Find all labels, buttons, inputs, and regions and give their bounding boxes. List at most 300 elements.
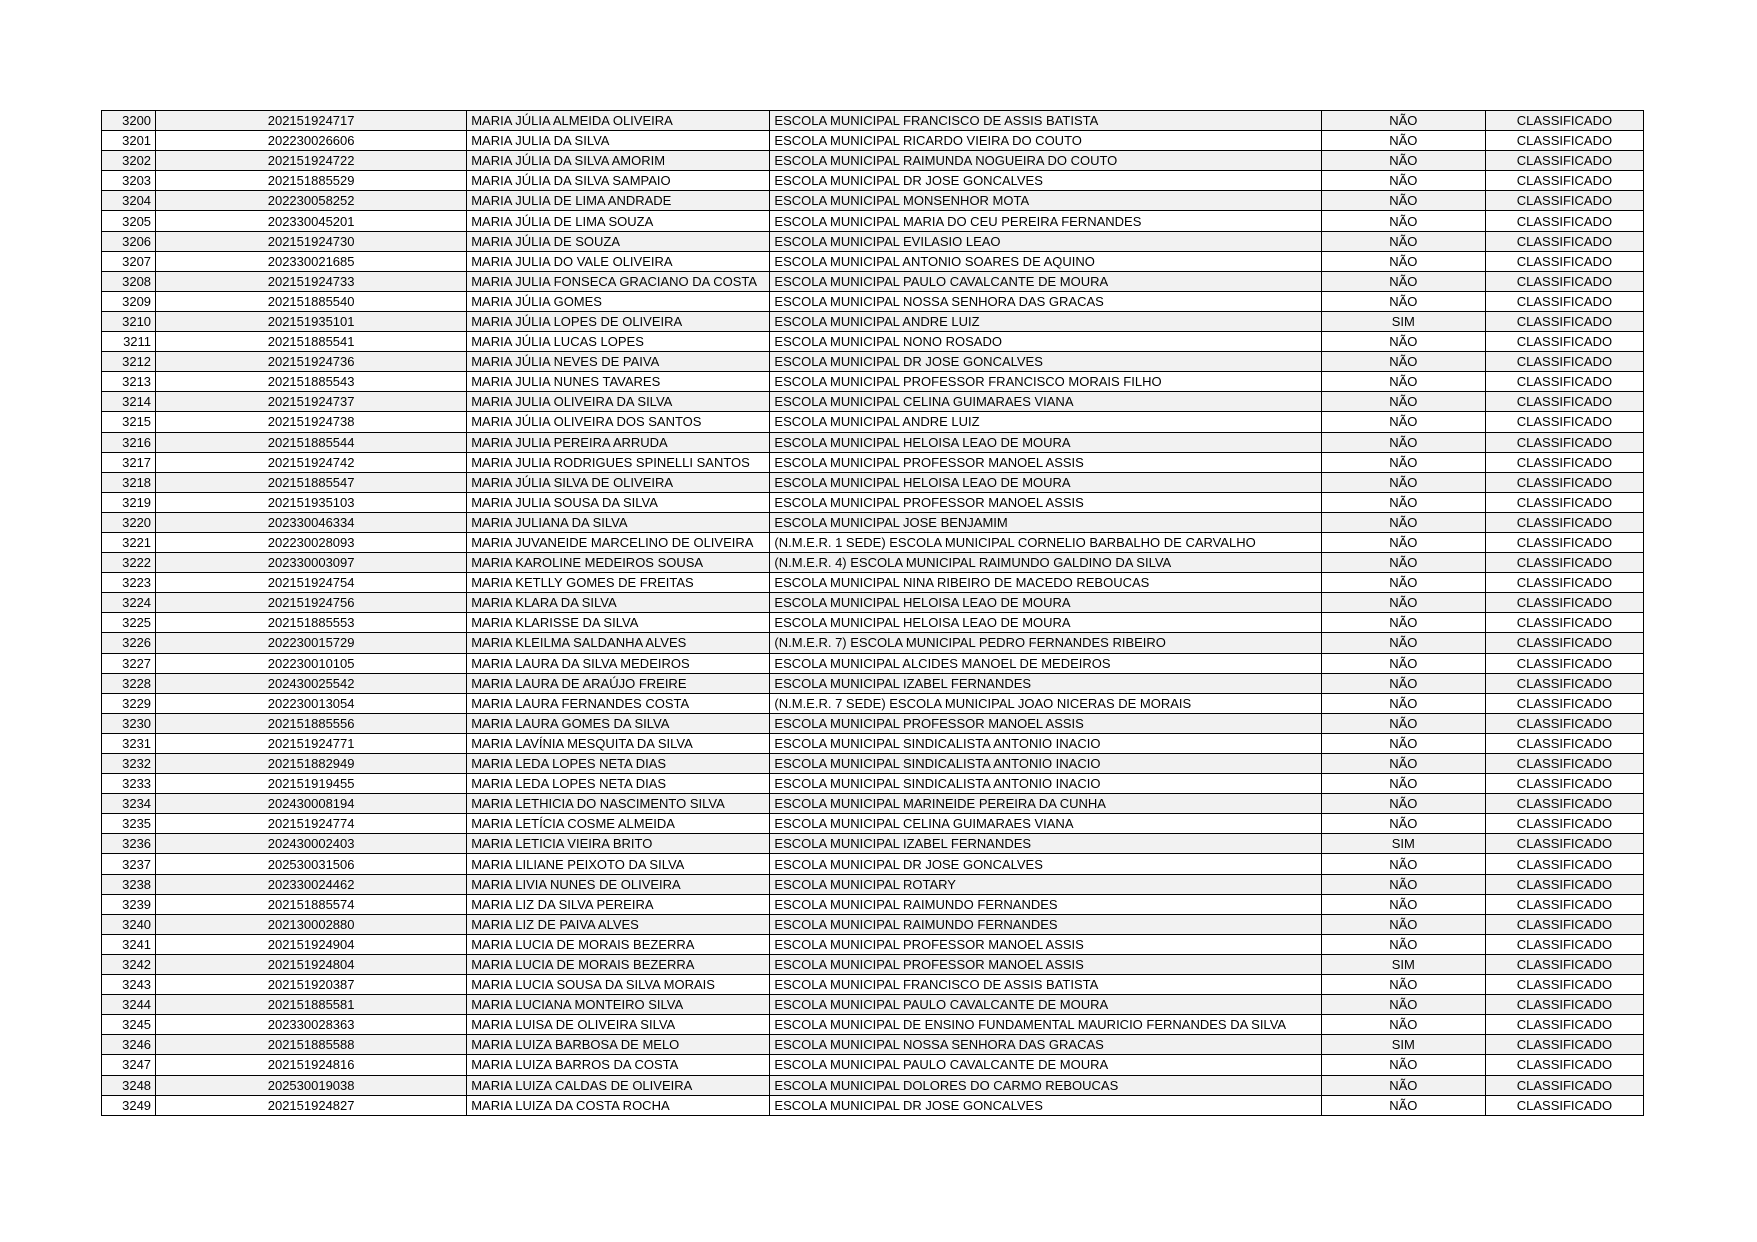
row-number-cell: 3214 [102,392,156,412]
school-cell: (N.M.E.R. 7) ESCOLA MUNICIPAL PEDRO FERNANDES RIBEIRO [770,633,1321,653]
table-row [102,412,1644,432]
school-cell: ESCOLA MUNICIPAL SINDICALISTA ANTONIO INACIO [770,774,1321,794]
candidate-name-cell: MARIA JÚLIA OLIVEIRA DOS SANTOS [467,412,770,432]
candidate-name-cell: MARIA JULIA NUNES TAVARES [467,372,770,392]
row-number-cell: 3223 [102,573,156,593]
table-row [102,914,1644,934]
flag-cell: NÃO [1321,191,1485,211]
school-cell: (N.M.E.R. 7 SEDE) ESCOLA MUNICIPAL JOAO NICERAS DE MORAIS [770,693,1321,713]
table-row [102,492,1644,512]
enrollment-id-cell: 202151924717 [156,111,467,131]
enrollment-id-cell: 202151885574 [156,894,467,914]
status-cell: CLASSIFICADO [1485,1015,1643,1035]
school-cell: ESCOLA MUNICIPAL PAULO CAVALCANTE DE MOURA [770,1055,1321,1075]
status-cell: CLASSIFICADO [1485,754,1643,774]
status-cell: CLASSIFICADO [1485,713,1643,733]
table-row [102,975,1644,995]
status-cell: CLASSIFICADO [1485,472,1643,492]
school-cell: ESCOLA MUNICIPAL PROFESSOR MANOEL ASSIS [770,713,1321,733]
enrollment-id-cell: 202151924904 [156,934,467,954]
row-number-cell: 3200 [102,111,156,131]
table-row [102,352,1644,372]
row-number-cell: 3228 [102,673,156,693]
table-row [102,472,1644,492]
flag-cell: NÃO [1321,512,1485,532]
row-number-cell: 3235 [102,814,156,834]
row-number-cell: 3242 [102,954,156,974]
table-row [102,573,1644,593]
school-cell: ESCOLA MUNICIPAL NONO ROSADO [770,332,1321,352]
table-row [102,1095,1644,1115]
flag-cell: NÃO [1321,271,1485,291]
flag-cell: NÃO [1321,1075,1485,1095]
table-row [102,1075,1644,1095]
row-number-cell: 3211 [102,332,156,352]
school-cell: ESCOLA MUNICIPAL FRANCISCO DE ASSIS BATISTA [770,111,1321,131]
school-cell: ESCOLA MUNICIPAL PROFESSOR MANOEL ASSIS [770,492,1321,512]
table-row [102,954,1644,974]
table-row [102,131,1644,151]
flag-cell: NÃO [1321,693,1485,713]
status-cell: CLASSIFICADO [1485,854,1643,874]
status-cell: CLASSIFICADO [1485,733,1643,753]
table-row [102,754,1644,774]
table-row [102,794,1644,814]
status-cell: CLASSIFICADO [1485,311,1643,331]
enrollment-id-cell: 202151924827 [156,1095,467,1115]
status-cell: CLASSIFICADO [1485,975,1643,995]
row-number-cell: 3207 [102,251,156,271]
status-cell: CLASSIFICADO [1485,1095,1643,1115]
status-cell: CLASSIFICADO [1485,211,1643,231]
candidate-name-cell: MARIA JULIANA DA SILVA [467,512,770,532]
enrollment-id-cell: 202151924754 [156,573,467,593]
enrollment-id-cell: 202151935103 [156,492,467,512]
enrollment-id-cell: 202151885588 [156,1035,467,1055]
table-row [102,633,1644,653]
enrollment-id-cell: 202151882949 [156,754,467,774]
candidate-name-cell: MARIA LETHICIA DO NASCIMENTO SILVA [467,794,770,814]
school-cell: ESCOLA MUNICIPAL HELOISA LEAO DE MOURA [770,432,1321,452]
status-cell: CLASSIFICADO [1485,874,1643,894]
classification-table [101,110,1644,1116]
school-cell: ESCOLA MUNICIPAL RICARDO VIEIRA DO COUTO [770,131,1321,151]
school-cell: ESCOLA MUNICIPAL ANDRE LUIZ [770,412,1321,432]
school-cell: ESCOLA MUNICIPAL JOSE BENJAMIM [770,512,1321,532]
flag-cell: NÃO [1321,332,1485,352]
row-number-cell: 3243 [102,975,156,995]
enrollment-id-cell: 202151885581 [156,995,467,1015]
row-number-cell: 3231 [102,733,156,753]
table-row [102,532,1644,552]
status-cell: CLASSIFICADO [1485,613,1643,633]
candidate-name-cell: MARIA JÚLIA DA SILVA AMORIM [467,151,770,171]
row-number-cell: 3218 [102,472,156,492]
flag-cell: NÃO [1321,151,1485,171]
status-cell: CLASSIFICADO [1485,271,1643,291]
flag-cell: NÃO [1321,171,1485,191]
table-row [102,834,1644,854]
enrollment-id-cell: 202230026606 [156,131,467,151]
row-number-cell: 3247 [102,1055,156,1075]
status-cell: CLASSIFICADO [1485,512,1643,532]
row-number-cell: 3209 [102,291,156,311]
enrollment-id-cell: 202430008194 [156,794,467,814]
candidate-name-cell: MARIA LUISA DE OLIVEIRA SILVA [467,1015,770,1035]
table-row [102,311,1644,331]
flag-cell: NÃO [1321,593,1485,613]
candidate-name-cell: MARIA LETÍCIA COSME ALMEIDA [467,814,770,834]
school-cell: ESCOLA MUNICIPAL HELOISA LEAO DE MOURA [770,593,1321,613]
enrollment-id-cell: 202151924771 [156,733,467,753]
row-number-cell: 3232 [102,754,156,774]
table-row [102,332,1644,352]
status-cell: CLASSIFICADO [1485,894,1643,914]
flag-cell: NÃO [1321,432,1485,452]
table-row [102,452,1644,472]
row-number-cell: 3239 [102,894,156,914]
flag-cell: NÃO [1321,914,1485,934]
table-row [102,291,1644,311]
enrollment-id-cell: 202330003097 [156,553,467,573]
candidate-name-cell: MARIA JÚLIA LUCAS LOPES [467,332,770,352]
flag-cell: NÃO [1321,1015,1485,1035]
status-cell: CLASSIFICADO [1485,372,1643,392]
candidate-name-cell: MARIA LAURA DA SILVA MEDEIROS [467,653,770,673]
candidate-name-cell: MARIA JULIA FONSECA GRACIANO DA COSTA [467,271,770,291]
school-cell: ESCOLA MUNICIPAL DR JOSE GONCALVES [770,854,1321,874]
table-row [102,995,1644,1015]
school-cell: (N.M.E.R. 1 SEDE) ESCOLA MUNICIPAL CORNELIO BARBALHO DE CARVALHO [770,532,1321,552]
school-cell: ESCOLA MUNICIPAL DR JOSE GONCALVES [770,1095,1321,1115]
status-cell: CLASSIFICADO [1485,995,1643,1015]
table-row [102,1015,1644,1035]
flag-cell: NÃO [1321,1095,1485,1115]
row-number-cell: 3221 [102,532,156,552]
status-cell: CLASSIFICADO [1485,553,1643,573]
flag-cell: SIM [1321,1035,1485,1055]
school-cell: ESCOLA MUNICIPAL PROFESSOR MANOEL ASSIS [770,934,1321,954]
school-cell: ESCOLA MUNICIPAL CELINA GUIMARAES VIANA [770,814,1321,834]
enrollment-id-cell: 202230010105 [156,653,467,673]
flag-cell: NÃO [1321,553,1485,573]
row-number-cell: 3201 [102,131,156,151]
flag-cell: NÃO [1321,392,1485,412]
candidate-name-cell: MARIA JUVANEIDE MARCELINO DE OLIVEIRA [467,532,770,552]
enrollment-id-cell: 202151885544 [156,432,467,452]
row-number-cell: 3217 [102,452,156,472]
status-cell: CLASSIFICADO [1485,573,1643,593]
status-cell: CLASSIFICADO [1485,251,1643,271]
row-number-cell: 3234 [102,794,156,814]
enrollment-id-cell: 202330046334 [156,512,467,532]
status-cell: CLASSIFICADO [1485,834,1643,854]
enrollment-id-cell: 202230013054 [156,693,467,713]
candidate-name-cell: MARIA LIVIA NUNES DE OLIVEIRA [467,874,770,894]
school-cell: ESCOLA MUNICIPAL NOSSA SENHORA DAS GRACAS [770,1035,1321,1055]
table-row [102,553,1644,573]
enrollment-id-cell: 202151924737 [156,392,467,412]
candidate-name-cell: MARIA JÚLIA DE SOUZA [467,231,770,251]
flag-cell: NÃO [1321,211,1485,231]
flag-cell: NÃO [1321,412,1485,432]
status-cell: CLASSIFICADO [1485,954,1643,974]
status-cell: CLASSIFICADO [1485,171,1643,191]
status-cell: CLASSIFICADO [1485,291,1643,311]
flag-cell: NÃO [1321,1055,1485,1075]
school-cell: ESCOLA MUNICIPAL ANDRE LUIZ [770,311,1321,331]
row-number-cell: 3246 [102,1035,156,1055]
candidate-name-cell: MARIA JÚLIA DA SILVA SAMPAIO [467,171,770,191]
row-number-cell: 3237 [102,854,156,874]
school-cell: ESCOLA MUNICIPAL FRANCISCO DE ASSIS BATISTA [770,975,1321,995]
status-cell: CLASSIFICADO [1485,633,1643,653]
row-number-cell: 3202 [102,151,156,171]
table-row [102,432,1644,452]
status-cell: CLASSIFICADO [1485,111,1643,131]
table-row [102,171,1644,191]
flag-cell: NÃO [1321,452,1485,472]
candidate-name-cell: MARIA LETICIA VIEIRA BRITO [467,834,770,854]
school-cell: ESCOLA MUNICIPAL RAIMUNDO FERNANDES [770,914,1321,934]
candidate-name-cell: MARIA LEDA LOPES NETA DIAS [467,754,770,774]
enrollment-id-cell: 202151924804 [156,954,467,974]
enrollment-id-cell: 202151885541 [156,332,467,352]
table-row [102,111,1644,131]
status-cell: CLASSIFICADO [1485,794,1643,814]
flag-cell: NÃO [1321,733,1485,753]
classification-table-body [102,111,1644,1116]
status-cell: CLASSIFICADO [1485,532,1643,552]
flag-cell: NÃO [1321,633,1485,653]
table-row [102,934,1644,954]
flag-cell: NÃO [1321,231,1485,251]
table-row [102,814,1644,834]
candidate-name-cell: MARIA LIZ DA SILVA PEREIRA [467,894,770,914]
flag-cell: NÃO [1321,934,1485,954]
flag-cell: SIM [1321,311,1485,331]
status-cell: CLASSIFICADO [1485,693,1643,713]
flag-cell: NÃO [1321,472,1485,492]
enrollment-id-cell: 202151935101 [156,311,467,331]
school-cell: ESCOLA MUNICIPAL MARIA DO CEU PEREIRA FERNANDES [770,211,1321,231]
school-cell: ESCOLA MUNICIPAL PAULO CAVALCANTE DE MOURA [770,995,1321,1015]
candidate-name-cell: MARIA JULIA DA SILVA [467,131,770,151]
school-cell: ESCOLA MUNICIPAL EVILASIO LEAO [770,231,1321,251]
candidate-name-cell: MARIA KAROLINE MEDEIROS SOUSA [467,553,770,573]
candidate-name-cell: MARIA LAURA FERNANDES COSTA [467,693,770,713]
status-cell: CLASSIFICADO [1485,131,1643,151]
school-cell: ESCOLA MUNICIPAL IZABEL FERNANDES [770,673,1321,693]
table-row [102,191,1644,211]
row-number-cell: 3220 [102,512,156,532]
flag-cell: NÃO [1321,814,1485,834]
status-cell: CLASSIFICADO [1485,1055,1643,1075]
school-cell: ESCOLA MUNICIPAL RAIMUNDO FERNANDES [770,894,1321,914]
enrollment-id-cell: 202230028093 [156,532,467,552]
school-cell: ESCOLA MUNICIPAL PROFESSOR MANOEL ASSIS [770,452,1321,472]
enrollment-id-cell: 202330045201 [156,211,467,231]
flag-cell: NÃO [1321,251,1485,271]
table-row [102,593,1644,613]
candidate-name-cell: MARIA JULIA SOUSA DA SILVA [467,492,770,512]
table-row [102,854,1644,874]
flag-cell: NÃO [1321,673,1485,693]
flag-cell: SIM [1321,834,1485,854]
school-cell: ESCOLA MUNICIPAL CELINA GUIMARAES VIANA [770,392,1321,412]
row-number-cell: 3236 [102,834,156,854]
row-number-cell: 3249 [102,1095,156,1115]
enrollment-id-cell: 202230058252 [156,191,467,211]
row-number-cell: 3240 [102,914,156,934]
flag-cell: NÃO [1321,794,1485,814]
school-cell: ESCOLA MUNICIPAL DOLORES DO CARMO REBOUCAS [770,1075,1321,1095]
school-cell: ESCOLA MUNICIPAL PAULO CAVALCANTE DE MOURA [770,271,1321,291]
candidate-name-cell: MARIA LUIZA DA COSTA ROCHA [467,1095,770,1115]
status-cell: CLASSIFICADO [1485,774,1643,794]
row-number-cell: 3203 [102,171,156,191]
school-cell: ESCOLA MUNICIPAL IZABEL FERNANDES [770,834,1321,854]
school-cell: ESCOLA MUNICIPAL MONSENHOR MOTA [770,191,1321,211]
school-cell: ESCOLA MUNICIPAL DE ENSINO FUNDAMENTAL MAURICIO FERNANDES DA SILVA [770,1015,1321,1035]
candidate-name-cell: MARIA LAURA DE ARAÚJO FREIRE [467,673,770,693]
school-cell: (N.M.E.R. 4) ESCOLA MUNICIPAL RAIMUNDO GALDINO DA SILVA [770,553,1321,573]
status-cell: CLASSIFICADO [1485,914,1643,934]
school-cell: ESCOLA MUNICIPAL SINDICALISTA ANTONIO INACIO [770,754,1321,774]
candidate-name-cell: MARIA JÚLIA NEVES DE PAIVA [467,352,770,372]
row-number-cell: 3204 [102,191,156,211]
row-number-cell: 3210 [102,311,156,331]
status-cell: CLASSIFICADO [1485,814,1643,834]
candidate-name-cell: MARIA LAURA GOMES DA SILVA [467,713,770,733]
flag-cell: NÃO [1321,532,1485,552]
table-row [102,1055,1644,1075]
candidate-name-cell: MARIA JÚLIA DE LIMA SOUZA [467,211,770,231]
table-row [102,392,1644,412]
enrollment-id-cell: 202151924756 [156,593,467,613]
table-row [102,874,1644,894]
row-number-cell: 3241 [102,934,156,954]
candidate-name-cell: MARIA LUCIA SOUSA DA SILVA MORAIS [467,975,770,995]
enrollment-id-cell: 202151885540 [156,291,467,311]
status-cell: CLASSIFICADO [1485,412,1643,432]
enrollment-id-cell: 202130002880 [156,914,467,934]
flag-cell: NÃO [1321,291,1485,311]
enrollment-id-cell: 202151924774 [156,814,467,834]
school-cell: ESCOLA MUNICIPAL ROTARY [770,874,1321,894]
flag-cell: NÃO [1321,975,1485,995]
row-number-cell: 3208 [102,271,156,291]
status-cell: CLASSIFICADO [1485,432,1643,452]
enrollment-id-cell: 202151924738 [156,412,467,432]
table-row [102,512,1644,532]
table-row [102,271,1644,291]
enrollment-id-cell: 202151924736 [156,352,467,372]
flag-cell: NÃO [1321,352,1485,372]
school-cell: ESCOLA MUNICIPAL ANTONIO SOARES DE AQUINO [770,251,1321,271]
table-row [102,733,1644,753]
candidate-name-cell: MARIA JULIA PEREIRA ARRUDA [467,432,770,452]
status-cell: CLASSIFICADO [1485,151,1643,171]
row-number-cell: 3238 [102,874,156,894]
status-cell: CLASSIFICADO [1485,653,1643,673]
status-cell: CLASSIFICADO [1485,452,1643,472]
candidate-name-cell: MARIA KLARISSE DA SILVA [467,613,770,633]
enrollment-id-cell: 202330028363 [156,1015,467,1035]
school-cell: ESCOLA MUNICIPAL DR JOSE GONCALVES [770,171,1321,191]
table-row [102,372,1644,392]
candidate-name-cell: MARIA JULIA DE LIMA ANDRADE [467,191,770,211]
enrollment-id-cell: 202430002403 [156,834,467,854]
candidate-name-cell: MARIA LEDA LOPES NETA DIAS [467,774,770,794]
status-cell: CLASSIFICADO [1485,1075,1643,1095]
school-cell: ESCOLA MUNICIPAL NINA RIBEIRO DE MACEDO REBOUCAS [770,573,1321,593]
row-number-cell: 3224 [102,593,156,613]
enrollment-id-cell: 202151924742 [156,452,467,472]
row-number-cell: 3212 [102,352,156,372]
enrollment-id-cell: 202330021685 [156,251,467,271]
school-cell: ESCOLA MUNICIPAL ALCIDES MANOEL DE MEDEIROS [770,653,1321,673]
row-number-cell: 3244 [102,995,156,1015]
enrollment-id-cell: 202151924722 [156,151,467,171]
school-cell: ESCOLA MUNICIPAL RAIMUNDA NOGUEIRA DO COUTO [770,151,1321,171]
school-cell: ESCOLA MUNICIPAL PROFESSOR FRANCISCO MORAIS FILHO [770,372,1321,392]
school-cell: ESCOLA MUNICIPAL NOSSA SENHORA DAS GRACAS [770,291,1321,311]
enrollment-id-cell: 202230015729 [156,633,467,653]
flag-cell: NÃO [1321,653,1485,673]
flag-cell: NÃO [1321,894,1485,914]
enrollment-id-cell: 202151919455 [156,774,467,794]
table-row [102,673,1644,693]
row-number-cell: 3233 [102,774,156,794]
status-cell: CLASSIFICADO [1485,392,1643,412]
row-number-cell: 3206 [102,231,156,251]
enrollment-id-cell: 202151885556 [156,713,467,733]
flag-cell: NÃO [1321,111,1485,131]
row-number-cell: 3227 [102,653,156,673]
flag-cell: NÃO [1321,713,1485,733]
candidate-name-cell: MARIA LUIZA CALDAS DE OLIVEIRA [467,1075,770,1095]
enrollment-id-cell: 202151885553 [156,613,467,633]
status-cell: CLASSIFICADO [1485,231,1643,251]
enrollment-id-cell: 202151920387 [156,975,467,995]
enrollment-id-cell: 202151924733 [156,271,467,291]
row-number-cell: 3222 [102,553,156,573]
table-row [102,653,1644,673]
table-row [102,231,1644,251]
row-number-cell: 3248 [102,1075,156,1095]
school-cell: ESCOLA MUNICIPAL SINDICALISTA ANTONIO INACIO [770,733,1321,753]
candidate-name-cell: MARIA JULIA DO VALE OLIVEIRA [467,251,770,271]
enrollment-id-cell: 202151924816 [156,1055,467,1075]
school-cell: ESCOLA MUNICIPAL HELOISA LEAO DE MOURA [770,613,1321,633]
status-cell: CLASSIFICADO [1485,191,1643,211]
enrollment-id-cell: 202151924730 [156,231,467,251]
flag-cell: NÃO [1321,131,1485,151]
row-number-cell: 3225 [102,613,156,633]
school-cell: ESCOLA MUNICIPAL PROFESSOR MANOEL ASSIS [770,954,1321,974]
candidate-name-cell: MARIA JÚLIA SILVA DE OLIVEIRA [467,472,770,492]
status-cell: CLASSIFICADO [1485,352,1643,372]
row-number-cell: 3205 [102,211,156,231]
enrollment-id-cell: 202151885543 [156,372,467,392]
table-row [102,713,1644,733]
status-cell: CLASSIFICADO [1485,673,1643,693]
table-row [102,211,1644,231]
status-cell: CLASSIFICADO [1485,1035,1643,1055]
candidate-name-cell: MARIA KLEILMA SALDANHA ALVES [467,633,770,653]
candidate-name-cell: MARIA LUCIA DE MORAIS BEZERRA [467,954,770,974]
